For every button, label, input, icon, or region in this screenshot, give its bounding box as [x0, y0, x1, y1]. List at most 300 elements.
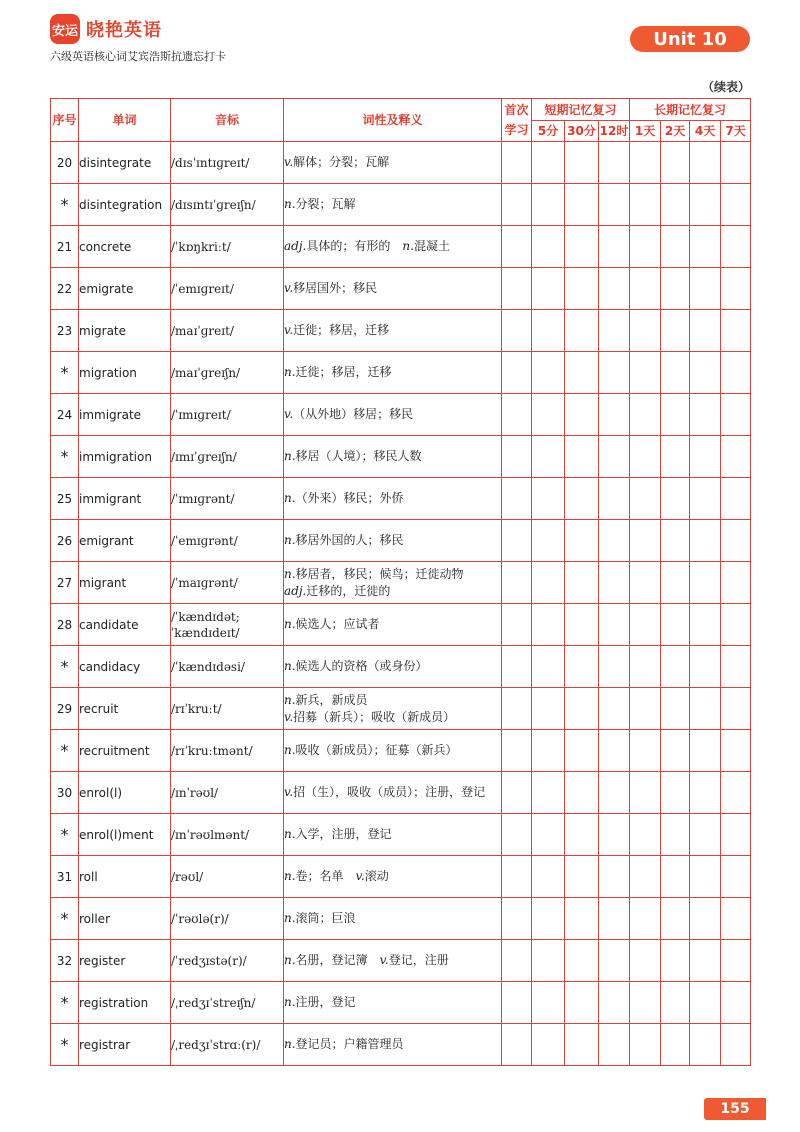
check-1day[interactable] [630, 814, 661, 856]
check-5min[interactable] [532, 142, 565, 184]
check-5min[interactable] [532, 310, 565, 352]
check-5min[interactable] [532, 352, 565, 394]
row-number: 30 [51, 772, 79, 814]
check-7day[interactable] [721, 730, 751, 772]
check-7day[interactable] [721, 310, 751, 352]
check-30min[interactable] [565, 142, 599, 184]
part-of-speech: v. [379, 953, 389, 967]
check-2day[interactable] [661, 1024, 690, 1066]
definition [284, 562, 502, 604]
check-7day[interactable] [721, 688, 751, 730]
check-4day[interactable] [690, 814, 721, 856]
check-1day[interactable] [630, 184, 661, 226]
check-12h[interactable] [599, 478, 630, 520]
check-5min[interactable] [532, 772, 565, 814]
table-row [51, 940, 751, 982]
check-1day[interactable] [630, 604, 661, 646]
phonetic: /ˈemɪɡrənt/ [171, 520, 284, 562]
definition [284, 268, 502, 310]
table-row [51, 604, 751, 646]
word: immigration [79, 436, 171, 478]
row-number: * [51, 184, 79, 226]
check-12h[interactable] [599, 310, 630, 352]
meaning: 注册，登记 [295, 995, 356, 1009]
check-1day[interactable] [630, 940, 661, 982]
check-30min[interactable] [565, 394, 599, 436]
check-30min[interactable] [565, 898, 599, 940]
row-number: 32 [51, 940, 79, 982]
definition-line [284, 364, 501, 381]
check-12h[interactable] [599, 604, 630, 646]
check-5min[interactable] [532, 226, 565, 268]
check-first-study[interactable] [502, 520, 532, 562]
phonetic: /rɪˈkruːt/ [171, 688, 284, 730]
table-row [51, 478, 751, 520]
header-number: 序号 [51, 99, 79, 142]
check-1day[interactable] [630, 478, 661, 520]
check-first-study[interactable] [502, 226, 532, 268]
check-7day[interactable] [721, 604, 751, 646]
check-first-study[interactable] [502, 688, 532, 730]
check-4day[interactable] [690, 142, 721, 184]
table-row [51, 982, 751, 1024]
check-4day[interactable] [690, 436, 721, 478]
check-1day[interactable] [630, 226, 661, 268]
check-4day[interactable] [690, 1024, 721, 1066]
check-7day[interactable] [721, 772, 751, 814]
check-12h[interactable] [599, 520, 630, 562]
part-of-speech: n. [284, 197, 296, 211]
check-2day[interactable] [661, 562, 690, 604]
check-5min[interactable] [532, 478, 565, 520]
phonetic: /ˈemɪɡreɪt/ [171, 268, 284, 310]
check-2day[interactable] [661, 772, 690, 814]
check-1day[interactable] [630, 352, 661, 394]
check-2day[interactable] [661, 520, 690, 562]
check-7day[interactable] [721, 142, 751, 184]
check-first-study[interactable] [502, 772, 532, 814]
check-4day[interactable] [690, 352, 721, 394]
check-2day[interactable] [661, 730, 690, 772]
definition [284, 688, 502, 730]
check-5min[interactable] [532, 688, 565, 730]
check-2day[interactable] [661, 982, 690, 1024]
word: migrate [79, 310, 171, 352]
check-12h[interactable] [599, 436, 630, 478]
word: candidate [79, 604, 171, 646]
header-5min: 5分 [532, 121, 565, 142]
check-5min[interactable] [532, 982, 565, 1024]
part-of-speech: v. [284, 281, 294, 295]
check-4day[interactable] [690, 898, 721, 940]
check-7day[interactable] [721, 562, 751, 604]
check-4day[interactable] [690, 646, 721, 688]
check-5min[interactable] [532, 1024, 565, 1066]
check-2day[interactable] [661, 688, 690, 730]
check-12h[interactable] [599, 940, 630, 982]
definition-line [284, 154, 501, 171]
meaning: 登记，注册 [388, 953, 449, 967]
check-12h[interactable] [599, 394, 630, 436]
phonetic: /ˈredʒɪstə(r)/ [171, 940, 284, 982]
table-row [51, 646, 751, 688]
check-30min[interactable] [565, 352, 599, 394]
meaning: （外来）移民；外侨 [295, 491, 404, 505]
check-7day[interactable] [721, 898, 751, 940]
check-30min[interactable] [565, 940, 599, 982]
row-number: 26 [51, 520, 79, 562]
word: emigrate [79, 268, 171, 310]
check-7day[interactable] [721, 646, 751, 688]
check-1day[interactable] [630, 436, 661, 478]
check-7day[interactable] [721, 226, 751, 268]
meaning: 入学，注册，登记 [295, 827, 392, 841]
check-1day[interactable] [630, 982, 661, 1024]
header-long-term-review: 长期记忆复习 [630, 99, 751, 121]
definition-line [284, 994, 501, 1011]
check-12h[interactable] [599, 1024, 630, 1066]
definition-line [284, 322, 501, 339]
check-30min[interactable] [565, 814, 599, 856]
part-of-speech: n. [284, 743, 296, 757]
check-1day[interactable] [630, 268, 661, 310]
check-30min[interactable] [565, 856, 599, 898]
check-1day[interactable] [630, 394, 661, 436]
check-12h[interactable] [599, 268, 630, 310]
check-first-study[interactable] [502, 814, 532, 856]
phonetic: /dɪsɪntɪˈɡreɪʃn/ [171, 184, 284, 226]
meaning: 候选人；应试者 [295, 617, 380, 631]
word: enrol(l) [79, 772, 171, 814]
phonetic: /ˈɪmɪɡrənt/ [171, 478, 284, 520]
part-of-speech: n. [284, 617, 296, 631]
check-first-study[interactable] [502, 478, 532, 520]
meaning: 迁徙；移居，迁移 [293, 323, 390, 337]
phonetic: /ɪnˈrəʊl/ [171, 772, 284, 814]
check-30min[interactable] [565, 1024, 599, 1066]
check-7day[interactable] [721, 940, 751, 982]
check-30min[interactable] [565, 310, 599, 352]
check-30min[interactable] [565, 184, 599, 226]
check-12h[interactable] [599, 814, 630, 856]
check-12h[interactable] [599, 352, 630, 394]
part-of-speech: v. [284, 407, 294, 421]
table-row [51, 226, 751, 268]
check-first-study[interactable] [502, 646, 532, 688]
meaning: 混凝土 [413, 239, 450, 253]
definition-line [284, 532, 501, 549]
definition-line [284, 826, 501, 843]
row-number: * [51, 646, 79, 688]
check-2day[interactable] [661, 856, 690, 898]
header-short-term-review: 短期记忆复习 [532, 99, 630, 121]
check-first-study[interactable] [502, 268, 532, 310]
check-2day[interactable] [661, 940, 690, 982]
word: recruitment [79, 730, 171, 772]
meaning: 迁移的，迁徙的 [306, 583, 391, 598]
check-4day[interactable] [690, 184, 721, 226]
check-2day[interactable] [661, 184, 690, 226]
check-first-study[interactable] [502, 604, 532, 646]
check-first-study[interactable] [502, 394, 532, 436]
word: immigrant [79, 478, 171, 520]
check-4day[interactable] [690, 562, 721, 604]
row-number: * [51, 898, 79, 940]
check-12h[interactable] [599, 898, 630, 940]
part-of-speech: v. [284, 709, 294, 724]
check-12h[interactable] [599, 772, 630, 814]
check-12h[interactable] [599, 562, 630, 604]
check-12h[interactable] [599, 856, 630, 898]
definition [284, 940, 502, 982]
check-5min[interactable] [532, 436, 565, 478]
check-12h[interactable] [599, 226, 630, 268]
table-row [51, 814, 751, 856]
part-of-speech: n. [284, 491, 296, 505]
check-30min[interactable] [565, 268, 599, 310]
row-number: 25 [51, 478, 79, 520]
table-row [51, 310, 751, 352]
check-30min[interactable] [565, 562, 599, 604]
check-first-study[interactable] [502, 310, 532, 352]
check-2day[interactable] [661, 814, 690, 856]
table-row [51, 268, 751, 310]
header-first-study: 首次学习 [502, 99, 532, 142]
check-1day[interactable] [630, 562, 661, 604]
check-7day[interactable] [721, 814, 751, 856]
check-7day[interactable] [721, 478, 751, 520]
check-30min[interactable] [565, 688, 599, 730]
check-4day[interactable] [690, 394, 721, 436]
check-first-study[interactable] [502, 898, 532, 940]
row-number: 24 [51, 394, 79, 436]
check-5min[interactable] [532, 268, 565, 310]
check-2day[interactable] [661, 604, 690, 646]
row-number: * [51, 352, 79, 394]
check-4day[interactable] [690, 226, 721, 268]
check-5min[interactable] [532, 646, 565, 688]
definition-line [284, 658, 501, 675]
definition [284, 226, 502, 268]
check-1day[interactable] [630, 730, 661, 772]
check-first-study[interactable] [502, 1024, 532, 1066]
table-row [51, 184, 751, 226]
meaning: 解体；分裂；瓦解 [293, 155, 390, 169]
check-2day[interactable] [661, 226, 690, 268]
check-1day[interactable] [630, 898, 661, 940]
definition [284, 982, 502, 1024]
check-7day[interactable] [721, 394, 751, 436]
check-2day[interactable] [661, 436, 690, 478]
part-of-speech: v. [284, 785, 294, 799]
vocabulary-rows [51, 142, 751, 1066]
check-1day[interactable] [630, 520, 661, 562]
check-4day[interactable] [690, 478, 721, 520]
phonetic: /ˈkændɪdət; ˈkændɪdeɪt/ [171, 604, 284, 646]
check-12h[interactable] [599, 688, 630, 730]
check-5min[interactable] [532, 184, 565, 226]
check-first-study[interactable] [502, 184, 532, 226]
table-row [51, 142, 751, 184]
check-30min[interactable] [565, 520, 599, 562]
definition [284, 352, 502, 394]
check-30min[interactable] [565, 646, 599, 688]
check-2day[interactable] [661, 478, 690, 520]
check-4day[interactable] [690, 310, 721, 352]
meaning: 迁徙；移居，迁移 [295, 365, 392, 379]
check-4day[interactable] [690, 604, 721, 646]
meaning: 卷；名单 [295, 869, 356, 883]
check-4day[interactable] [690, 688, 721, 730]
check-12h[interactable] [599, 184, 630, 226]
word: migrant [79, 562, 171, 604]
definition-line [284, 692, 501, 709]
check-4day[interactable] [690, 520, 721, 562]
check-2day[interactable] [661, 142, 690, 184]
check-5min[interactable] [532, 520, 565, 562]
check-4day[interactable] [690, 940, 721, 982]
check-30min[interactable] [565, 730, 599, 772]
check-12h[interactable] [599, 646, 630, 688]
check-5min[interactable] [532, 940, 565, 982]
meaning: 招（生），吸收（成员）；注册，登记 [293, 785, 486, 799]
check-12h[interactable] [599, 730, 630, 772]
check-1day[interactable] [630, 688, 661, 730]
check-12h[interactable] [599, 982, 630, 1024]
check-first-study[interactable] [502, 142, 532, 184]
meaning: 滚动 [364, 869, 389, 883]
check-30min[interactable] [565, 604, 599, 646]
check-1day[interactable] [630, 310, 661, 352]
check-1day[interactable] [630, 142, 661, 184]
check-2day[interactable] [661, 898, 690, 940]
check-first-study[interactable] [502, 982, 532, 1024]
table-row [51, 730, 751, 772]
meaning: 吸收（新成员）；征募（新兵） [295, 743, 458, 757]
check-1day[interactable] [630, 856, 661, 898]
definition [284, 184, 502, 226]
check-30min[interactable] [565, 982, 599, 1024]
word: registration [79, 982, 171, 1024]
part-of-speech: n. [284, 566, 296, 581]
meaning: 名册，登记簿 [295, 953, 380, 967]
definition-line [284, 280, 501, 297]
check-1day[interactable] [630, 772, 661, 814]
check-4day[interactable] [690, 268, 721, 310]
definition-line [284, 616, 501, 633]
check-1day[interactable] [630, 646, 661, 688]
word: candidacy [79, 646, 171, 688]
definition [284, 772, 502, 814]
check-4day[interactable] [690, 730, 721, 772]
check-2day[interactable] [661, 310, 690, 352]
definition-line [284, 784, 501, 801]
meaning: 移居（人境）；移民人数 [295, 449, 422, 463]
check-first-study[interactable] [502, 562, 532, 604]
definition [284, 856, 502, 898]
check-7day[interactable] [721, 1024, 751, 1066]
check-7day[interactable] [721, 982, 751, 1024]
part-of-speech: n. [284, 449, 296, 463]
check-2day[interactable] [661, 646, 690, 688]
check-2day[interactable] [661, 394, 690, 436]
table-row [51, 436, 751, 478]
check-30min[interactable] [565, 226, 599, 268]
check-7day[interactable] [721, 856, 751, 898]
check-first-study[interactable] [502, 856, 532, 898]
row-number: * [51, 730, 79, 772]
check-12h[interactable] [599, 142, 630, 184]
part-of-speech: n. [284, 365, 296, 379]
table-row [51, 520, 751, 562]
phonetic: /ˌredʒɪˈstreɪʃn/ [171, 982, 284, 1024]
check-4day[interactable] [690, 772, 721, 814]
check-30min[interactable] [565, 772, 599, 814]
check-30min[interactable] [565, 478, 599, 520]
definition-line [284, 709, 501, 726]
header-2day: 2天 [661, 121, 690, 142]
check-7day[interactable] [721, 352, 751, 394]
header-7day: 7天 [721, 121, 751, 142]
phonetic: /ɪnˈrəʊlmənt/ [171, 814, 284, 856]
definition-line [284, 742, 501, 759]
check-5min[interactable] [532, 814, 565, 856]
definition [284, 436, 502, 478]
check-7day[interactable] [721, 436, 751, 478]
check-7day[interactable] [721, 184, 751, 226]
check-7day[interactable] [721, 520, 751, 562]
continued-label: （续表） [701, 80, 750, 94]
check-7day[interactable] [721, 268, 751, 310]
definition-line [284, 490, 501, 507]
check-first-study[interactable] [502, 940, 532, 982]
check-first-study[interactable] [502, 436, 532, 478]
check-2day[interactable] [661, 352, 690, 394]
row-number: 23 [51, 310, 79, 352]
part-of-speech: v. [284, 155, 294, 169]
word: registrar [79, 1024, 171, 1066]
check-30min[interactable] [565, 436, 599, 478]
page-subtitle: 六级英语核心词艾宾浩斯抗遗忘打卡 [50, 50, 226, 63]
row-number: 22 [51, 268, 79, 310]
check-first-study[interactable] [502, 352, 532, 394]
row-number: * [51, 982, 79, 1024]
page-number: 155 [704, 1098, 766, 1120]
check-5min[interactable] [532, 604, 565, 646]
phonetic: /rɪˈkruːtmənt/ [171, 730, 284, 772]
check-4day[interactable] [690, 856, 721, 898]
check-2day[interactable] [661, 268, 690, 310]
table-row [51, 856, 751, 898]
definition-line [284, 583, 501, 600]
definition-line [284, 868, 501, 885]
check-first-study[interactable] [502, 730, 532, 772]
check-5min[interactable] [532, 856, 565, 898]
check-5min[interactable] [532, 562, 565, 604]
definition [284, 898, 502, 940]
check-4day[interactable] [690, 982, 721, 1024]
row-number: 29 [51, 688, 79, 730]
check-5min[interactable] [532, 898, 565, 940]
definition [284, 520, 502, 562]
row-number: * [51, 436, 79, 478]
part-of-speech: n. [402, 239, 414, 253]
check-5min[interactable] [532, 394, 565, 436]
page-header [50, 14, 750, 64]
check-1day[interactable] [630, 1024, 661, 1066]
definition-line [284, 196, 501, 213]
check-5min[interactable] [532, 730, 565, 772]
